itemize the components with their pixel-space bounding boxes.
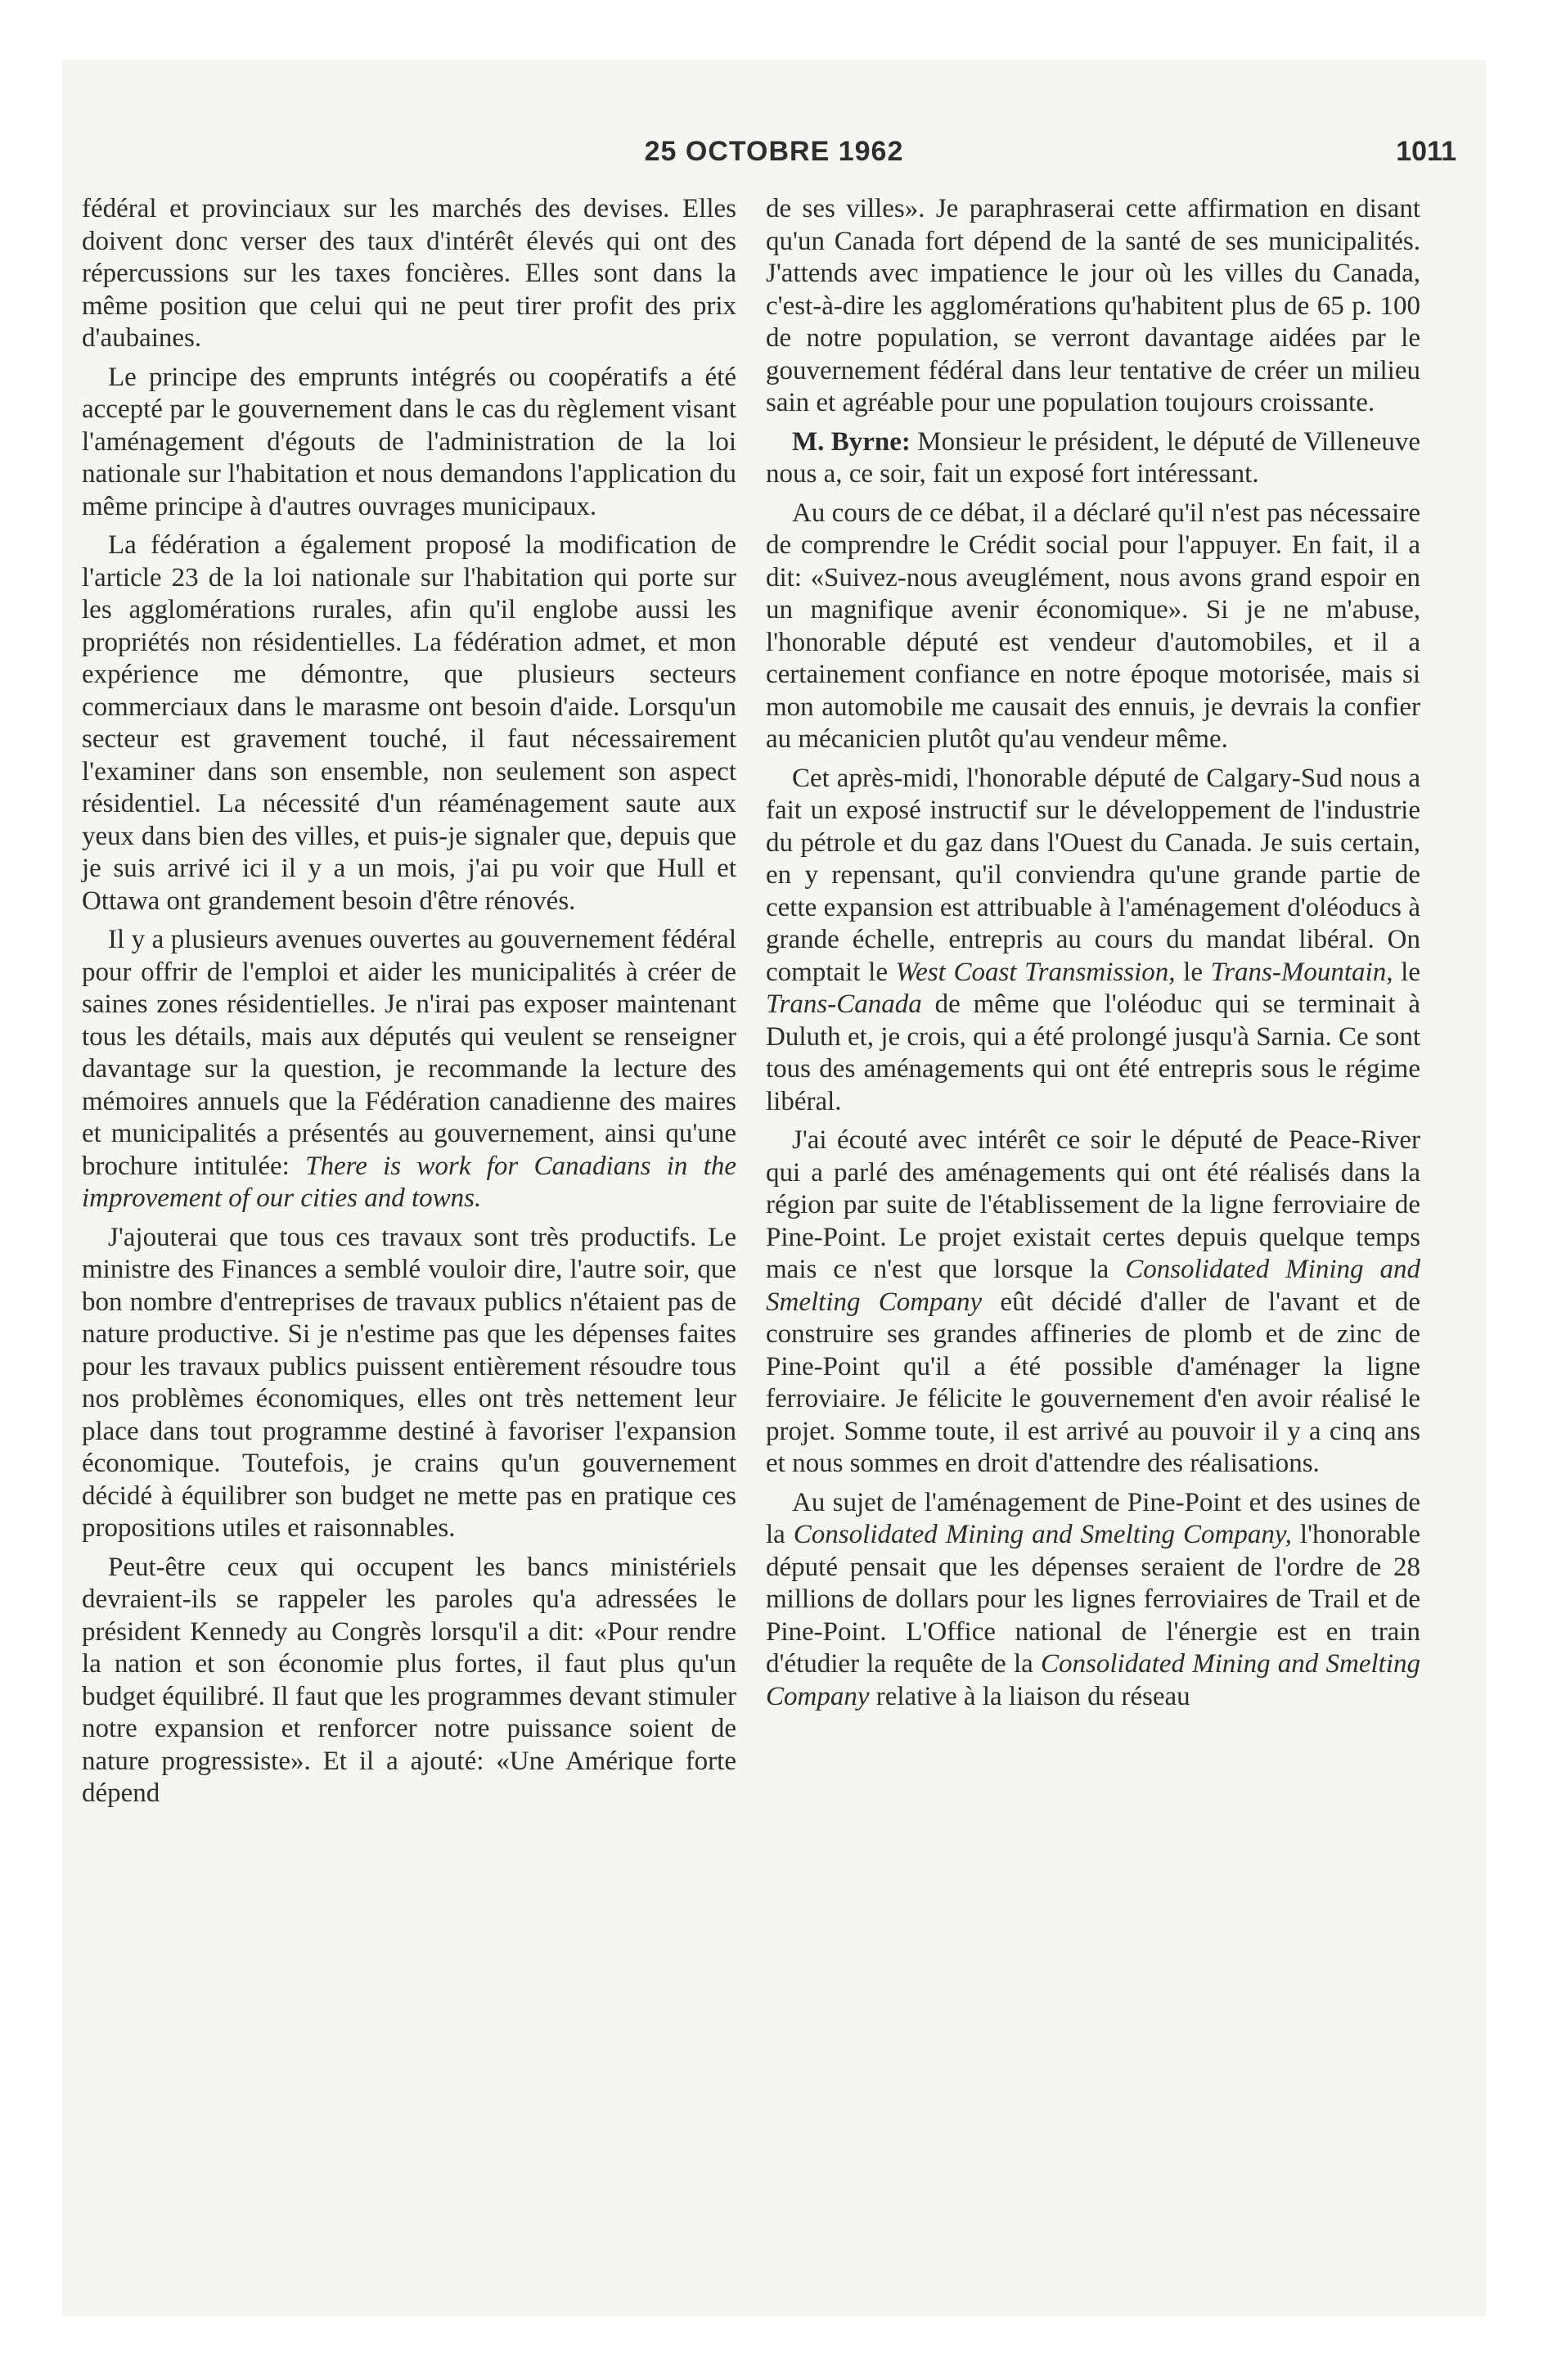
paragraph: Peut-être ceux qui occupent les bancs ministériels devraient-ils se rappeler les paroles qu'a adressées le président Kennedy au Congrès lorsqu'il a dit: «Pour rendre la nation et son économie plus fortes, il faut plus qu'un budget équilibré. Il faut que les programmes devant stimuler notre expansion et renforcer notre puissance soient de nature progressiste». Et il a ajouté: «Une Amérique forte dépend [82,1552,736,1808]
paragraph [82,924,736,1215]
paragraph: J'ajouterai que tous ces travaux sont très productifs. Le ministre des Finances a semblé vouloir dire, l'autre soir, que bon nombre d'entreprises de travaux publics n'étaient pas de nature productive. Si je n'estime pas que les dépenses faites pour les travaux publics puissent entièrement résoudre tous nos problèmes économiques, elles ont très nettement leur place dans tout programme destiné à favoriser l'expansion économique. Toutefois, je crains qu'un gouvernement décidé à équilibrer son budget ne mette pas en pratique ces propositions utiles et raisonnables. [82,1222,736,1543]
page-header [62,136,1486,185]
paragraph-text: eût décidé d'aller de l'avant et de construire ses grandes affineries de plomb et de zinc de Pine-Point qu'il a été possible d'aménager la ligne ferroviaire. Je félicite le gouvernement d'en avoir réalisé le projet. Somme toute, il est arrivé au pouvoir il y a cinq ans et nous sommes en droit d'attendre des réalisations. [766,1287,1420,1478]
pipeline-name: Trans-Mountain, [1210,957,1393,987]
speaker-name: M. Byrne: [792,426,911,457]
paragraph: Au cours de ce débat, il a déclaré qu'il n'est pas nécessaire de comprendre le Crédit social pour l'appuyer. En fait, il a dit: «Suivez-nous aveuglément, nous avons grand espoir en un magnifique avenir économique». Si je ne m'abuse, l'honorable député est vendeur d'automobiles, et il a certainement confiance en notre époque motorisée, mais si mon automobile me causait des ennuis, je devrais la confier au mécanicien plutôt qu'au vendeur même. [766,498,1420,754]
paragraph-text: de même que l'oléoduc qui se terminait à Duluth et, je crois, qui a été prolongé jusqu'à Sarnia. Ce sont tous des aménagements qui ont été entrepris sous le régime libéral. [766,989,1420,1116]
paragraph-text: Il y a plusieurs avenues ouvertes au gouvernement fédéral pour offrir de l'emploi et aider les municipalités à créer de saines zones résidentielles. Je n'irai pas exposer maintenant tous les détails, mais aux députés qui veulent se renseigner davantage sur la question, je recommande la lecture des mémoires annuels que la Fédération canadienne des maires et municipalités a présentés au gouvernement, ainsi qu'une brochure intitulée: [82,925,736,1181]
paragraph-text: Cet après-midi, l'honorable député de Calgary-Sud nous a fait un exposé instructif sur le développement de l'industrie du pétrole et du gaz dans l'Ouest du Canada. Je suis certain, en y repensant, qu'il conviendra qu'une grande partie de cette expansion est attribuable à l'aménagement d'oléoducs à grande échelle, entrepris au cours du mandat libéral. On comptait le [766,763,1420,987]
paragraph: Le principe des emprunts intégrés ou coopératifs a été accepté par le gouvernement dans le cas du règlement visant l'aménagement d'égouts de l'administration de la loi nationale sur l'habitation et nous demandons l'application du même principe à d'autres ouvrages municipaux. [82,362,736,521]
paragraph-text: Monsieur le président, le député de Villeneuve nous a, ce soir, fait un exposé fort intéressant. [766,426,1420,489]
paragraph [766,1487,1420,1714]
paragraph: fédéral et provinciaux sur les marchés des devises. Elles doivent donc verser des taux d'intérêt élevés qui ont des répercussions sur les taxes foncières. Elles sont dans la même position que celui qui ne peut tirer profit des prix d'aubaines. [82,194,736,353]
paragraph: de ses villes». Je paraphraserai cette affirmation en disant qu'un Canada fort dépend de la santé de ses municipalités. J'attends avec impatience le jour où les villes du Canada, c'est-à-dire les agglomérations qu'habitent plus de 65 p. 100 de notre population, se verront davantage aidées par le gouvernement fédéral dans leur tentative de créer un milieu sain et agréable pour une population toujours croissante. [766,194,1420,417]
pipeline-name: Trans-Canada [766,989,922,1019]
company-name: Consolidated Mining and Smelting Company [766,1649,1420,1711]
company-name: Consolidated Mining and Smelting Company [766,1255,1420,1317]
paragraph-text: J'ai écouté avec intérêt ce soir le député de Peace-River qui a parlé des aménagements qui ont été réalisés dans la région par suite de l'établissement de la ligne ferroviaire de Pine-Point. Le projet existait certes depuis quelque temps mais ce n'est que lorsque la [766,1125,1420,1284]
brochure-title: There is work for Canadians in the improvement of our cities and towns. [82,1151,736,1213]
paragraph [766,763,1420,1119]
paragraph-text: le [1393,957,1420,987]
right-column [766,193,1420,1720]
paragraph-text: l'honorable député pensait que les dépenses seraient de l'ordre de 28 millions de dollars pour les lignes ferroviaires de Trail et de Pine-Point. L'Office national de l'énergie est en train d'étudier la requête de la [766,1520,1420,1679]
company-name: Consolidated Mining and Smelting Company, [793,1520,1292,1549]
page [62,61,1486,2316]
paragraph [766,426,1420,491]
paragraph: La fédération a également proposé la modification de l'article 23 de la loi nationale sur l'habitation qui porte sur les agglomérations rurales, afin qu'il englobe aussi les propriétés non résidentielles. La fédération admet, et mon expérience me démontre, que plusieurs secteurs commerciaux dans le marasme ont besoin d'aide. Lorsqu'un secteur est gravement touché, il faut nécessairement l'examiner dans son ensemble, non seulement son aspect résidentiel. La nécessité d'un réaménagement saute aux yeux dans bien des villes, et puis-je signaler que, depuis que je suis arrivé ici il y a un mois, j'ai pu voir que Hull et Ottawa ont grandement besoin d'être rénovés. [82,530,736,916]
paragraph-text: le [1175,957,1211,987]
paragraph-text: Au sujet de l'aménagement de Pine-Point et des usines de la [766,1487,1420,1549]
left-column [82,193,736,1817]
paragraph-text: relative à la liaison du réseau [869,1681,1190,1711]
page-number: 1011 [1396,136,1456,167]
header-date: 25 OCTOBRE 1962 [644,136,904,167]
pipeline-name: West Coast Transmission, [895,957,1176,987]
paragraph [766,1125,1420,1481]
